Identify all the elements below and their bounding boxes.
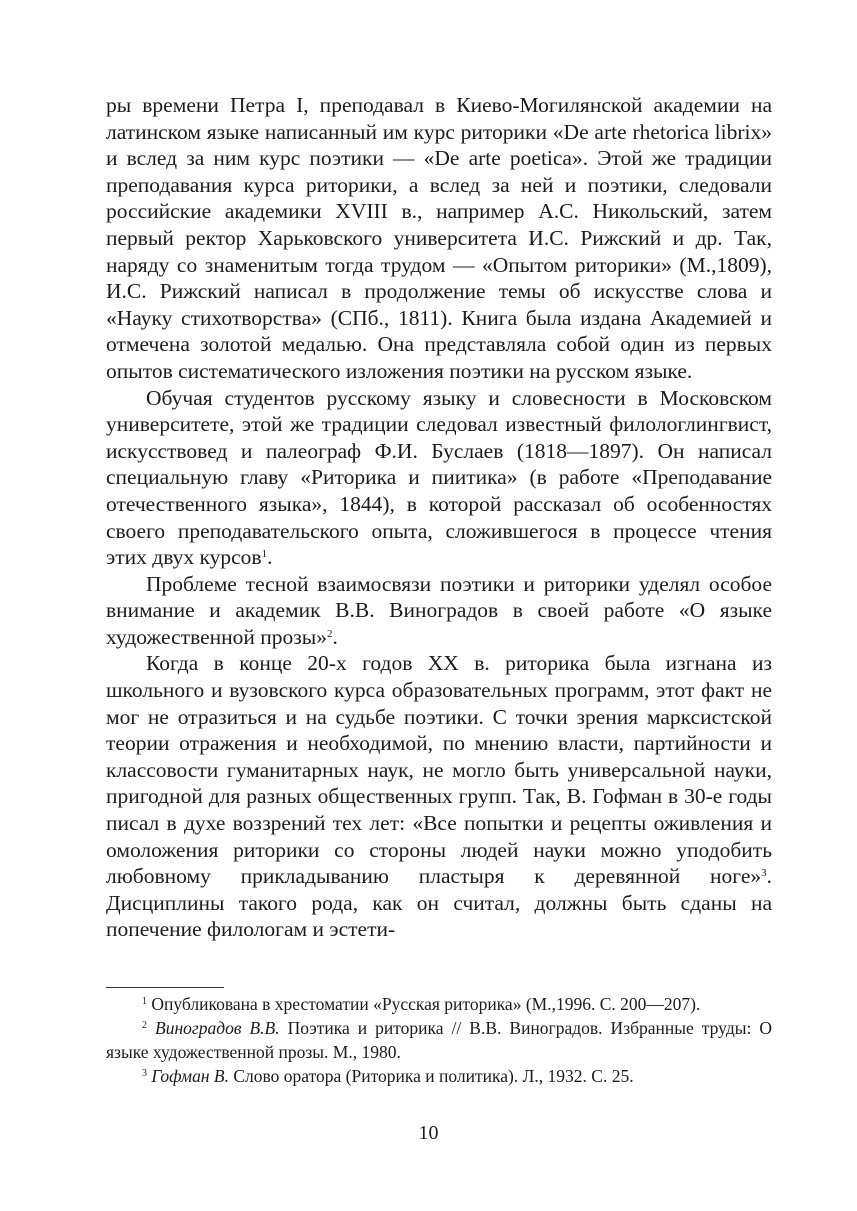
footnote-text: Поэтика и риторика // В.В. Виноградов. Избранные труды: О языке художественной прозы. М., 1980. <box>106 1018 773 1062</box>
footnote-text: Опубликована в хрестоматии «Русская риторика» (М.,1996. С. 200—207). <box>151 994 701 1014</box>
footnote-author: Гофман В. <box>151 1066 229 1086</box>
footnote-divider <box>106 987 224 988</box>
paragraph-1: ры времени Петра I, преподавал в Киево-Могилянской академии на латинском языке написанный им курс риторики «De arte rhetorica librix» и вслед за ним курс поэтики — «De arte poetica». Этой же традиции преподавания курса риторики, а вслед за ней и поэтики, следовали российские академики XVIII в., например А.С. Никольский, затем первый ректор Харьковского университета И.С. Рижский и др. Так, наряду со знаменитым тогда трудом — «Опытом риторики» (М.,1809), И.С. Рижский написал в продолжение темы об искусстве слова и «Науку стихотворства» (СПб., 1811). Книга была издана Академией и отмечена золотой медалью. Она представляла собой один из первых опытов систематического изложения поэтики на русском языке. <box>106 93 772 383</box>
footnote-1 <box>106 992 772 1016</box>
footnote-number: 3 <box>142 1068 147 1079</box>
footnote-3 <box>106 1064 772 1088</box>
page-number: 10 <box>418 1122 439 1144</box>
footnotes <box>106 992 772 1088</box>
footnote-2 <box>106 1016 772 1064</box>
paragraph-3 <box>106 571 772 651</box>
paragraph-2-text: Обучая студентов русскому языку и словесности в Московском университете, этой же традиции следовал известный филологлингвист, искусствовед и палеограф Ф.И. Буслаев (1818—1897). Он написал специальную главу «Риторика и пиитика» (в работе «Преподавание отечественного языка», 1844), в которой рассказал об особенностях своего преподавательского опыта, сложившегося в процессе чтения этих двух курсов <box>106 385 772 570</box>
paragraph-2 <box>106 385 772 571</box>
paragraph-2-period: . <box>267 545 273 570</box>
paragraph-3-period: . <box>332 624 338 649</box>
paragraph-4-tail: . Дисциплины такого рода, как он считал, должны быть сданы на попечение филологам и эстети- <box>106 864 772 942</box>
footnote-number: 1 <box>142 996 147 1007</box>
footnote-author: Виноградов В.В. <box>155 1018 280 1038</box>
footnote-text: Слово оратора (Риторика и политика). Л., 1932. С. 25. <box>228 1066 634 1086</box>
main-text <box>106 92 772 943</box>
paragraph-4-text: Когда в конце 20-х годов XX в. риторика была изгнана из школьного и вузовского курса образовательных программ, этот факт не мог не отразиться и на судьбе поэтики. С точки зрения марксистской теории отражения и необходимой, по мнению власти, партийности и классовости гуманитарных наук, не могло быть универсальной науки, пригодной для разных общественных групп. Так, В. Гофман в 30-е годы писал в духе воззрений тех лет: «Все попытки и рецепты оживления и омоложения риторики со стороны людей науки можно уподобить любовному прикладыванию пластыря к деревянной ноге» <box>106 651 772 889</box>
footnote-ref-2: 2 <box>326 627 333 640</box>
paragraph-3-text: Проблеме тесной взаимосвязи поэтики и риторики уделял особое внимание и академик В.В. Виноградов в своей работе «О языке художественной прозы» <box>106 571 772 649</box>
footnote-ref-1: 1 <box>261 548 268 561</box>
paragraph-4 <box>106 650 772 943</box>
footnote-ref-3: 3 <box>761 867 767 880</box>
footnote-number: 2 <box>142 1020 147 1031</box>
